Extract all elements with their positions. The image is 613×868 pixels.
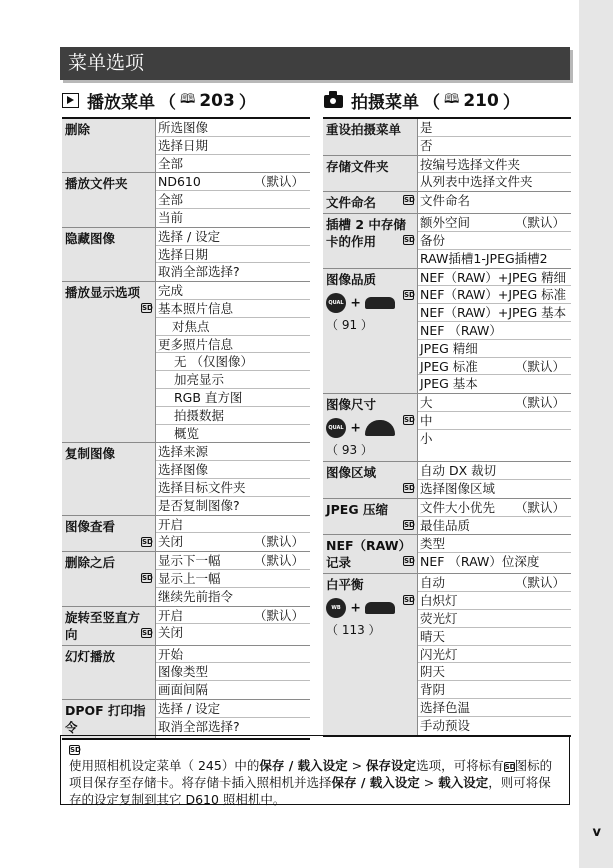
menu-item-name — [323, 394, 418, 461]
note-bold: 载入设定 — [438, 775, 489, 790]
menu-item-name — [323, 574, 418, 734]
option-label: 开启 — [158, 516, 184, 532]
menu-option[interactable] — [156, 263, 310, 281]
option-list — [418, 214, 571, 267]
option-label: 选择色温 — [420, 699, 471, 715]
menu-option[interactable] — [418, 322, 571, 340]
default-marker: （默认） — [253, 553, 304, 569]
sd-card-icon: SD — [404, 196, 415, 205]
menu-option[interactable] — [156, 533, 310, 551]
shooting-menu-title — [324, 88, 520, 113]
option-label: 对焦点 — [172, 318, 210, 334]
menu-option[interactable] — [418, 286, 571, 304]
menu-item-label: 删除 — [65, 122, 91, 137]
ref-close: ） — [502, 93, 520, 113]
menu-item-label: DPOF 打印指令 — [65, 702, 146, 735]
camera-icon — [324, 95, 343, 108]
option-list — [418, 156, 571, 192]
option-list — [156, 228, 310, 281]
default-marker: （默认） — [514, 358, 565, 374]
menu-option[interactable] — [418, 499, 571, 517]
option-list — [418, 462, 571, 498]
menu-option[interactable] — [418, 232, 571, 250]
page-reference: （ 91 ） — [326, 317, 373, 332]
option-label: 选择 / 设定 — [158, 228, 221, 244]
menu-option[interactable] — [156, 209, 310, 227]
menu-option[interactable] — [156, 407, 310, 425]
plus-sign: + — [346, 419, 366, 435]
menu-item-name — [323, 192, 418, 213]
menu-option[interactable] — [418, 304, 571, 322]
menu-item-label: 存储文件夹 — [326, 158, 389, 174]
menu-option[interactable] — [156, 282, 310, 300]
plus-sign: + — [346, 294, 366, 310]
option-label: 当前 — [158, 209, 184, 225]
menu-option[interactable] — [156, 228, 310, 246]
option-label: 全部 — [158, 192, 184, 208]
menu-option[interactable] — [156, 570, 310, 588]
default-marker: （默认） — [253, 607, 304, 623]
shooting-menu-table — [323, 117, 571, 737]
note-part: 图标的项目保存至存储卡。将存储卡插入照相机并选择 — [69, 758, 553, 790]
menu-item-label: 重设拍摄菜单 — [326, 122, 402, 137]
option-label: 否 — [420, 137, 433, 153]
ref-open: （ — [159, 93, 176, 113]
menu-item-label: 幻灯播放 — [65, 648, 116, 664]
menu-item-label: 图像尺寸 — [326, 397, 377, 413]
default-marker: （默认） — [514, 395, 565, 411]
menu-option[interactable] — [418, 375, 571, 393]
option-label: NEF （RAW） — [420, 322, 502, 338]
sd-card-icon: SD — [504, 762, 516, 771]
menu-item-label: 白平衡 — [326, 577, 364, 593]
note-bold: 保存 / 载入设定 — [331, 775, 420, 790]
menu-option[interactable] — [418, 535, 571, 553]
option-label: 取消全部选择? — [158, 264, 240, 280]
menu-option[interactable] — [156, 119, 310, 137]
menu-item-label: 图像区域 — [326, 465, 377, 481]
sd-card-icon: SD — [404, 290, 415, 299]
menu-row — [323, 214, 571, 268]
sd-card-icon: SD — [404, 236, 415, 245]
playback-menu-table — [62, 117, 310, 740]
menu-option[interactable] — [418, 192, 571, 210]
option-label: 是 — [420, 120, 433, 135]
option-label: 画面间隔 — [158, 682, 209, 698]
option-list — [418, 574, 571, 734]
menu-item-name — [323, 499, 418, 535]
default-marker: （默认） — [253, 534, 304, 550]
menu-item-name — [62, 552, 156, 605]
page-reference: （ 113 ） — [326, 623, 381, 638]
option-label: 选择日期 — [158, 246, 209, 262]
menu-item-name — [323, 156, 418, 192]
menu-option[interactable] — [156, 588, 310, 606]
menu-option[interactable] — [156, 607, 310, 625]
menu-row — [62, 700, 310, 738]
option-label: 显示上一幅 — [158, 570, 221, 586]
book-icon: 🕮 — [180, 91, 196, 107]
menu-option[interactable] — [418, 119, 571, 137]
menu-item-label: 图像品质 — [326, 271, 377, 287]
book-icon: 🕮 — [444, 91, 460, 107]
option-label: 显示下一幅 — [158, 553, 221, 569]
default-marker: （默认） — [514, 575, 565, 591]
side-strip — [579, 0, 613, 868]
sd-card-icon: SD — [142, 304, 153, 313]
option-label: 手动预设 — [420, 717, 471, 733]
sd-card-icon: SD — [404, 596, 415, 605]
menu-option[interactable] — [156, 173, 310, 191]
option-label: 图像类型 — [158, 664, 209, 680]
menu-row — [323, 394, 571, 462]
page-number: v — [592, 825, 601, 840]
menu-item-label: 文件命名 — [326, 195, 377, 211]
menu-option[interactable] — [418, 553, 571, 571]
sd-card-icon: SD — [70, 745, 81, 754]
menu-item-label: 播放显示选项 — [65, 285, 141, 301]
menu-option[interactable] — [156, 461, 310, 479]
option-list — [156, 516, 310, 552]
option-list — [156, 443, 310, 514]
menu-item-name — [62, 646, 156, 699]
option-label: 选择 / 设定 — [158, 700, 221, 716]
option-label: JPEG 基本 — [420, 376, 478, 392]
menu-option[interactable] — [418, 610, 571, 628]
command-dial-icon — [365, 602, 395, 614]
shooting-title-text: 拍摄菜单 — [351, 93, 419, 113]
menu-option[interactable] — [156, 336, 310, 354]
option-label: 文件大小优先 — [420, 499, 496, 515]
option-label: 是否复制图像? — [158, 497, 240, 513]
button-badge-icon: QUAL — [326, 293, 346, 313]
menu-row — [62, 443, 310, 515]
option-label: 小 — [420, 430, 433, 446]
sd-card-icon: SD — [404, 484, 415, 493]
option-list — [156, 173, 310, 226]
option-label: 类型 — [420, 536, 446, 552]
option-label: 选择来源 — [158, 444, 209, 460]
menu-item-label: 播放文件夹 — [65, 176, 128, 192]
menu-option[interactable] — [156, 353, 310, 371]
menu-option[interactable] — [418, 681, 571, 699]
menu-item-name — [323, 214, 418, 267]
option-list — [418, 269, 571, 394]
menu-row — [323, 462, 571, 499]
default-marker: （默认） — [514, 499, 565, 515]
option-label: NEF （RAW）位深度 — [420, 554, 540, 570]
dial-illustration — [326, 598, 414, 618]
menu-option[interactable] — [418, 173, 571, 191]
option-label: 加亮显示 — [174, 372, 225, 388]
menu-item-name — [62, 228, 156, 281]
option-label: 自动 DX 裁切 — [420, 463, 497, 479]
menu-option[interactable] — [418, 717, 571, 735]
option-label: 荧光灯 — [420, 610, 458, 626]
menu-row — [323, 574, 571, 734]
note-part: > — [347, 758, 367, 773]
menu-option[interactable] — [156, 497, 310, 515]
menu-row — [62, 646, 310, 700]
option-label: 关闭 — [158, 625, 184, 641]
option-label: 所选图像 — [158, 120, 209, 135]
playback-menu-title — [62, 88, 256, 113]
menu-item-name — [62, 119, 156, 172]
menu-option[interactable] — [156, 663, 310, 681]
menu-option[interactable] — [156, 718, 310, 736]
option-label: 晴天 — [420, 628, 446, 644]
menu-item-label: 隐藏图像 — [65, 230, 116, 246]
menu-option[interactable] — [156, 389, 310, 407]
option-label: 文件命名 — [420, 193, 471, 209]
option-label: 继续先前指令 — [158, 588, 234, 604]
menu-row — [323, 192, 571, 214]
note-part: > — [419, 775, 439, 790]
menu-option[interactable] — [156, 425, 310, 443]
menu-item-name — [62, 173, 156, 226]
menu-row — [62, 119, 310, 173]
option-label: NEF（RAW）+JPEG 基本 — [420, 305, 567, 321]
ref-close: ） — [238, 93, 256, 113]
ref-open: （ — [423, 93, 440, 113]
option-label: 选择目标文件夹 — [158, 479, 246, 495]
option-list — [156, 607, 310, 645]
menu-option[interactable] — [418, 480, 571, 498]
menu-row — [62, 516, 310, 553]
menu-row — [323, 269, 571, 395]
menu-row — [323, 119, 571, 156]
playback-icon — [62, 93, 79, 108]
option-list — [156, 282, 310, 442]
menu-item-label: 图像查看 — [65, 518, 116, 534]
menu-item-label: 复制图像 — [65, 446, 116, 462]
menu-option[interactable] — [156, 700, 310, 718]
menu-option[interactable] — [418, 574, 571, 592]
option-label: 选择日期 — [158, 137, 209, 153]
option-label: 无 （仅图像） — [174, 354, 253, 370]
default-marker: （默认） — [514, 215, 565, 231]
menu-item-name — [62, 607, 156, 645]
option-label: 背阴 — [420, 682, 446, 698]
option-label: JPEG 精细 — [420, 340, 478, 356]
note-part: 使用照相机设定菜单（ 245）中的 — [69, 758, 260, 773]
menu-option[interactable] — [156, 479, 310, 497]
option-label: 闪光灯 — [420, 646, 458, 662]
note-bold: 保存 / 载入设定 — [259, 758, 348, 773]
option-label: RAW插槽1-JPEG插槽2 — [420, 250, 548, 266]
menu-option[interactable] — [418, 156, 571, 174]
sd-card-icon: SD — [404, 520, 415, 529]
menu-option[interactable] — [418, 663, 571, 681]
menu-item-name — [323, 269, 418, 394]
menu-row — [62, 282, 310, 443]
menu-item-label: JPEG 压缩 — [326, 501, 388, 517]
option-label: 全部 — [158, 155, 184, 171]
menu-item-name — [62, 700, 156, 738]
command-dial-icon — [365, 297, 395, 309]
menu-row — [62, 552, 310, 606]
sd-card-icon: SD — [404, 416, 415, 425]
menu-option[interactable] — [418, 137, 571, 155]
menu-option[interactable] — [418, 646, 571, 664]
option-list — [156, 700, 310, 738]
option-label: 基本照片信息 — [158, 300, 234, 316]
option-list — [156, 646, 310, 699]
menu-item-name — [323, 119, 418, 155]
playback-title-text: 播放菜单 — [87, 93, 155, 113]
option-label: 选择图像区域 — [420, 480, 496, 496]
option-list — [418, 192, 571, 213]
menu-row — [323, 156, 571, 193]
option-label: 从列表中选择文件夹 — [420, 174, 533, 190]
menu-option[interactable] — [156, 516, 310, 534]
menu-option[interactable] — [156, 371, 310, 389]
menu-option[interactable] — [156, 443, 310, 461]
menu-item-name — [62, 282, 156, 442]
menu-option[interactable] — [418, 517, 571, 535]
shooting-ref-page: 210 — [463, 90, 499, 111]
note-bold: 保存设定 — [366, 758, 417, 773]
command-dial-icon — [365, 420, 395, 436]
menu-option[interactable] — [156, 646, 310, 664]
menu-option[interactable] — [418, 358, 571, 376]
option-label: 开启 — [158, 607, 184, 623]
menu-option[interactable] — [418, 430, 571, 448]
menu-option[interactable] — [156, 552, 310, 570]
option-label: 阴天 — [420, 664, 446, 680]
option-list — [418, 499, 571, 535]
option-list — [418, 535, 571, 573]
option-label: 备份 — [420, 232, 446, 248]
note-box — [60, 735, 570, 805]
menu-item-name — [323, 535, 418, 573]
menu-option[interactable] — [156, 155, 310, 173]
menu-item-label: 插槽 2 中存储卡的作用 — [326, 217, 406, 250]
menu-option[interactable] — [418, 394, 571, 412]
default-marker: （默认） — [253, 174, 304, 190]
menu-option[interactable] — [418, 340, 571, 358]
option-label: 开始 — [158, 646, 184, 662]
dial-illustration — [326, 293, 414, 313]
option-label: 大 — [420, 395, 433, 411]
menu-option[interactable] — [156, 681, 310, 699]
menu-option[interactable] — [156, 624, 310, 642]
menu-option[interactable] — [418, 628, 571, 646]
menu-option[interactable] — [418, 462, 571, 480]
option-label: 关闭 — [158, 534, 184, 550]
menu-row — [62, 228, 310, 282]
option-label: 更多照片信息 — [158, 336, 234, 352]
note-part: 选项，可将标有 — [416, 758, 504, 773]
menu-item-label: 旋转至竖直方向 — [65, 609, 141, 642]
sd-card-icon: SD — [404, 557, 415, 566]
menu-option[interactable] — [418, 214, 571, 232]
menu-row — [62, 173, 310, 227]
menu-option[interactable] — [156, 191, 310, 209]
menu-option[interactable] — [156, 137, 310, 155]
menu-option[interactable] — [156, 318, 310, 336]
note-text — [69, 757, 561, 808]
menu-item-label: 删除之后 — [65, 555, 116, 571]
button-badge-icon: WB — [326, 598, 346, 618]
option-label: RGB 直方图 — [174, 389, 243, 405]
option-list — [156, 119, 310, 172]
option-label: 自动 — [420, 575, 446, 591]
menu-item-name — [323, 462, 418, 498]
menu-option[interactable] — [418, 250, 571, 268]
menu-item-name — [62, 516, 156, 552]
page-banner: 菜单选项 — [60, 47, 570, 80]
option-label: 完成 — [158, 283, 184, 299]
option-list — [418, 119, 571, 155]
note-part: ，则可将保存的设定复制到其它 D610 照相机中。 — [69, 775, 551, 807]
option-label: 最佳品质 — [420, 517, 471, 533]
menu-row — [323, 535, 571, 574]
menu-item-label: NEF（RAW）记录 — [326, 538, 412, 571]
option-label: 额外空间 — [420, 215, 471, 231]
option-label: JPEG 标准 — [420, 358, 478, 374]
option-list — [156, 552, 310, 605]
option-list — [418, 394, 571, 461]
option-label: 白炽灯 — [420, 593, 458, 609]
option-label: 选择图像 — [158, 462, 209, 478]
menu-item-name — [62, 443, 156, 514]
sd-card-icon: SD — [142, 574, 153, 583]
option-label: 中 — [420, 412, 433, 428]
option-label: 概览 — [174, 425, 200, 441]
plus-sign: + — [346, 599, 366, 615]
menu-option[interactable] — [418, 592, 571, 610]
menu-option[interactable] — [156, 300, 310, 318]
button-badge-icon: QUAL — [326, 418, 346, 438]
menu-row — [323, 499, 571, 536]
option-label: 拍摄数据 — [174, 407, 225, 423]
option-label: 按编号选择文件夹 — [420, 156, 521, 172]
sd-card-icon: SD — [142, 628, 153, 637]
menu-option[interactable] — [156, 246, 310, 264]
option-label: NEF（RAW）+JPEG 精细 — [420, 269, 567, 285]
menu-row — [62, 607, 310, 646]
dial-illustration — [326, 418, 414, 438]
menu-option[interactable] — [418, 699, 571, 717]
sd-card-icon: SD — [142, 537, 153, 546]
option-label: NEF（RAW）+JPEG 标准 — [420, 287, 567, 303]
page-reference: （ 93 ） — [326, 443, 373, 458]
option-label: ND610 — [158, 174, 201, 190]
playback-ref-page: 203 — [199, 90, 235, 111]
menu-option[interactable] — [418, 269, 571, 287]
menu-option[interactable] — [418, 412, 571, 430]
option-label: 取消全部选择? — [158, 718, 240, 734]
